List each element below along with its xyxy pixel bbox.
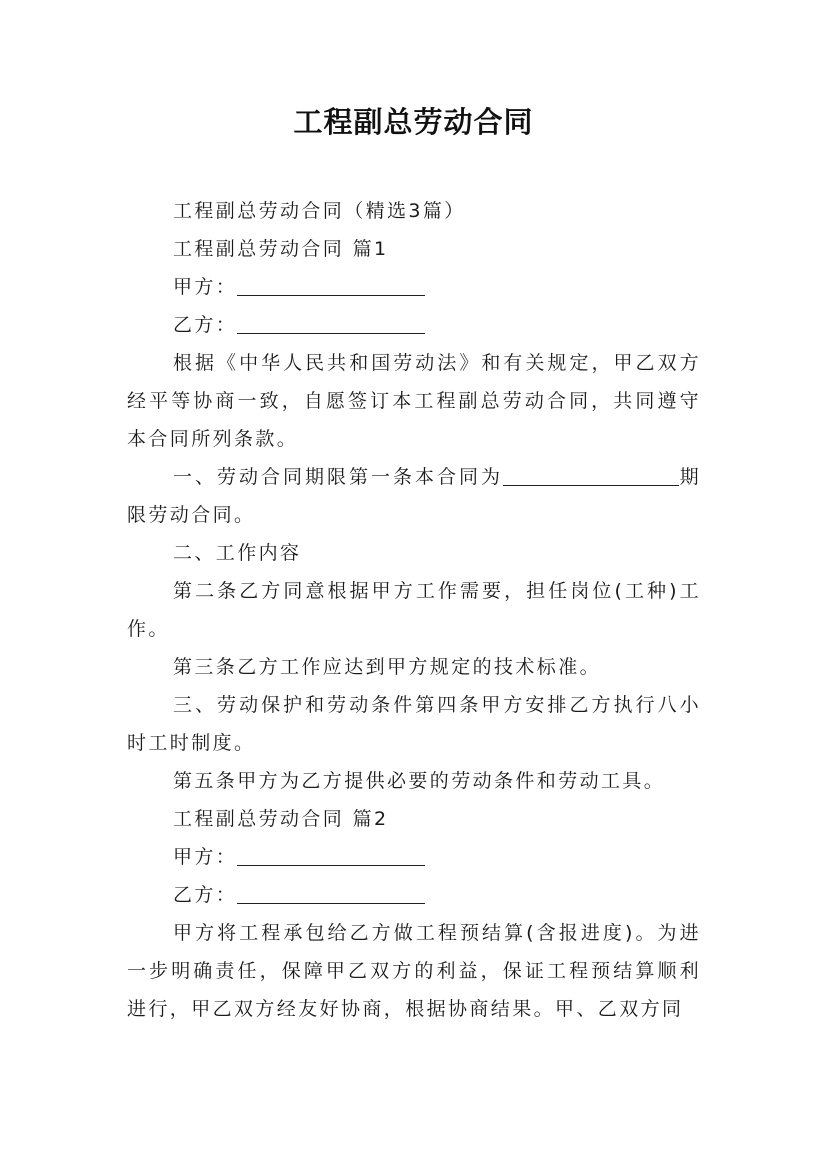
paragraph-section-2-heading: 工程副总劳动合同 篇2 [173,808,389,830]
paragraph-preamble: 根据《中华人民共和国劳动法》和有关规定，甲乙双方经平等协商一致，自愿签订本工程副总劳动合同，共同遵守本合同所列条款。 [127,352,701,450]
paragraph-article-5: 第五条甲方为乙方提供必要的劳动条件和劳动工具。 [173,770,666,792]
party-b-blank [237,314,425,334]
party-a-blank [237,846,425,866]
paragraph-article-2: 第二条乙方同意根据甲方工作需要，担任岗位(工种)工作。 [127,580,701,640]
paragraph-section-1-heading: 工程副总劳动合同 篇1 [173,238,389,260]
contract-term-text-before: 一、劳动合同期限第一条本合同为 [173,466,503,488]
party-a-line-1 [127,268,701,306]
party-a-label: 甲方： [173,276,238,298]
document-body [127,192,701,1028]
party-a-blank [237,276,425,296]
contract-term-blank [503,466,679,486]
party-b-label: 乙方： [173,314,238,336]
party-b-line-1 [127,306,701,344]
paragraph-work-content-heading: 二、工作内容 [173,542,302,564]
party-b-line-2 [127,876,701,914]
contract-term-text-after: 期限劳动合同。 [127,466,701,526]
paragraph-article-3: 第三条乙方工作应达到甲方规定的技术标准。 [173,656,602,678]
paragraph-collection-heading: 工程副总劳动合同（精选3篇） [173,200,466,222]
party-b-label: 乙方： [173,884,238,906]
paragraph-contract-term [127,458,701,534]
party-a-line-2 [127,838,701,876]
party-b-blank [237,884,425,904]
party-a-label: 甲方： [173,846,238,868]
paragraph-article-4: 三、劳动保护和劳动条件第四条甲方安排乙方执行八小时工时制度。 [127,694,701,754]
document-title: 工程副总劳动合同 [293,105,534,139]
paragraph-section-2-intro: 甲方将工程承包给乙方做工程预结算(含报进度)。为进一步明确责任，保障甲乙双方的利益，保证工程预结算顺利进行，甲乙双方经友好协商，根据协商结果。甲、乙双方同 [127,922,701,1020]
